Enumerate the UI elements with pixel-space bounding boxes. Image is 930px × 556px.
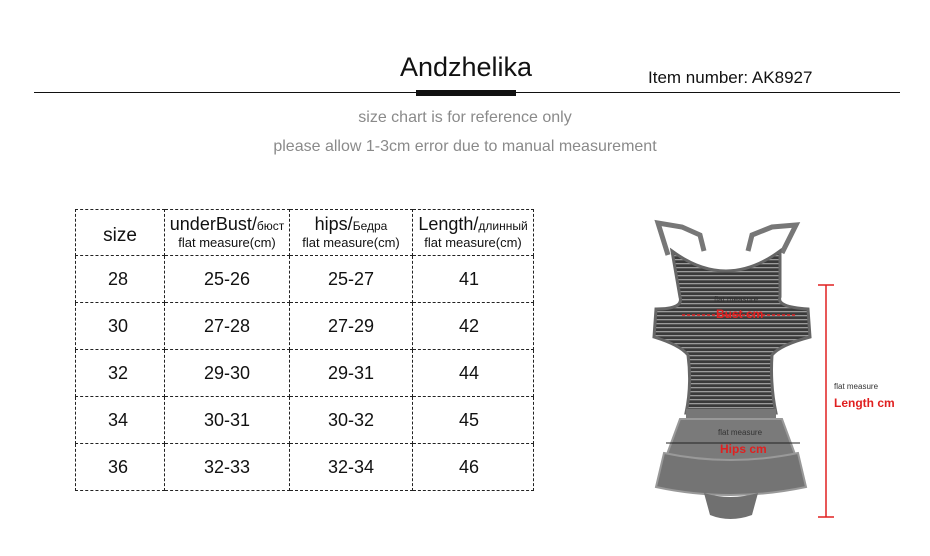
item-number: Item number: AK8927: [648, 68, 813, 87]
header-rule: [34, 92, 900, 93]
underbust-cell: 32-33: [165, 444, 290, 491]
size-cell: 32: [76, 350, 165, 397]
hips-cell: 30-32: [290, 397, 413, 444]
hips-measure-label: flat measure: [718, 428, 763, 437]
header-length-ru: длинный: [478, 219, 528, 233]
reference-note: size chart is for reference only: [358, 109, 572, 126]
underbust-cell: 25-26: [165, 256, 290, 303]
table-row: [76, 350, 534, 397]
hips-cell: 25-27: [290, 256, 413, 303]
header-underbust-label: underBust/: [169, 214, 257, 234]
length-measure-label: flat measure: [834, 382, 879, 391]
bodice-shape: [654, 251, 810, 413]
length-cell: 42: [413, 303, 534, 350]
length-cell: 45: [413, 397, 534, 444]
header-size: [76, 210, 165, 256]
header-hips-ru: Бедра: [352, 219, 388, 233]
size-cell: 36: [76, 444, 165, 491]
table-row: [76, 256, 534, 303]
bust-label: Bust cm: [716, 307, 764, 321]
brand-underline: [416, 90, 516, 96]
header-hips-label: hips/: [314, 214, 353, 234]
size-cell: 34: [76, 397, 165, 444]
table-row: [76, 303, 534, 350]
header-size-label: size: [103, 224, 137, 246]
header-length-label: Length/: [418, 214, 479, 234]
header-length-sub: flat measure(cm): [424, 235, 522, 250]
length-cell: 44: [413, 350, 534, 397]
header-underbust-sub: flat measure(cm): [178, 235, 276, 250]
brand-title: Andzhelika: [399, 52, 533, 82]
hips-label: Hips cm: [720, 442, 767, 456]
table-row: [76, 397, 534, 444]
hips-cell: 29-31: [290, 350, 413, 397]
header-hips: [290, 210, 413, 256]
table-row: [76, 444, 534, 491]
header-underbust: [165, 210, 290, 256]
underbust-cell: 29-30: [165, 350, 290, 397]
header-underbust-ru: бюст: [256, 219, 285, 233]
swimsuit-diagram: [620, 205, 920, 545]
size-chart-table: [75, 209, 534, 491]
bust-measure-label: flat measure: [714, 295, 759, 304]
length-cell: 41: [413, 256, 534, 303]
length-label: Length cm: [834, 396, 895, 410]
table-header-row: [76, 210, 534, 256]
underbust-cell: 30-31: [165, 397, 290, 444]
header-length: [413, 210, 534, 256]
size-cell: 30: [76, 303, 165, 350]
underbust-cell: 27-28: [165, 303, 290, 350]
skirt-ruffle-bottom: [656, 453, 806, 495]
header-hips-sub: flat measure(cm): [302, 235, 400, 250]
hips-cell: 27-29: [290, 303, 413, 350]
halter-ties-icon: [658, 223, 796, 255]
error-note: please allow 1-3cm error due to manual measurement: [273, 138, 657, 155]
length-cell: 46: [413, 444, 534, 491]
size-cell: 28: [76, 256, 165, 303]
hips-cell: 32-34: [290, 444, 413, 491]
bottom-shape: [704, 493, 758, 519]
